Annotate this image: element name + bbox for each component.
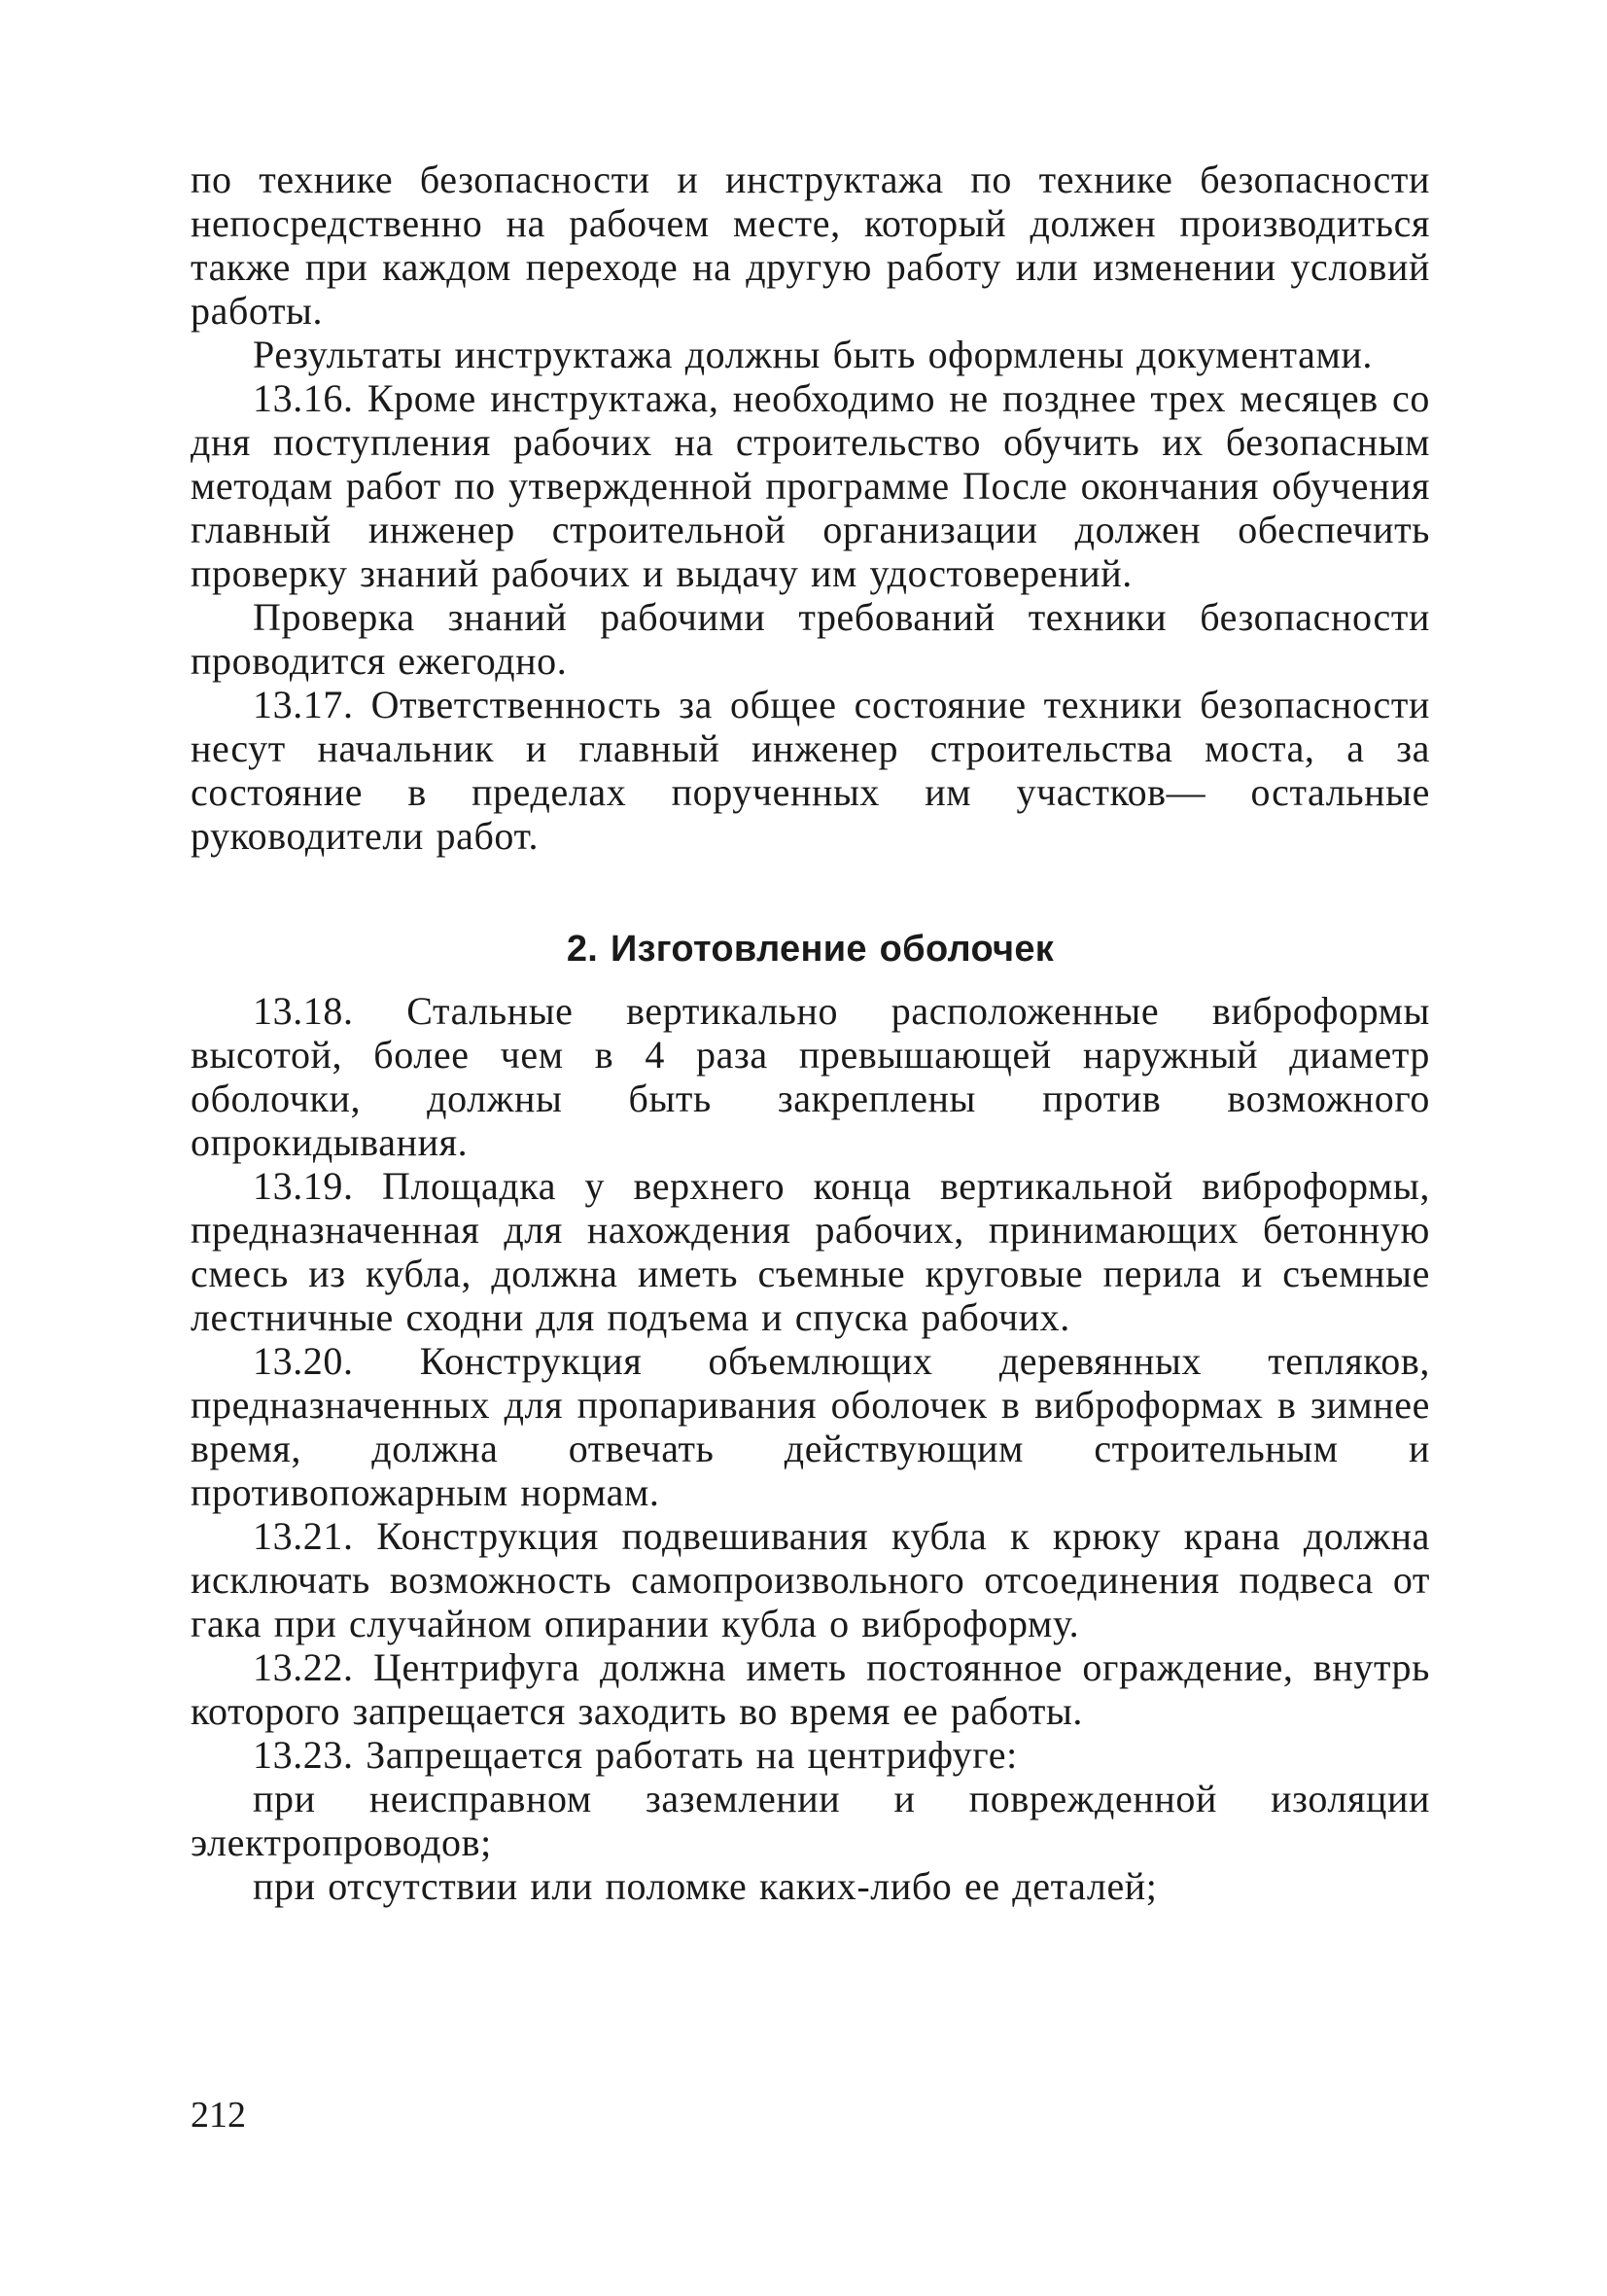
- paragraph-continuation: по технике безопасности и инструктажа по технике безопасности непосредственно на рабочем месте, который должен производиться также при каждом переходе на другую работу или изменении условий работы.: [191, 158, 1430, 333]
- paragraph-13-23: 13.23. Запрещается работать на центрифуге:: [253, 1733, 1018, 1777]
- paragraph-knowledge-check: Проверка знаний рабочими требований техники безопасности проводится ежегодно.: [191, 595, 1430, 683]
- body-text: [191, 158, 1430, 1908]
- paragraph-13-16: 13.16. Кроме инструктажа, необходимо не позднее трех месяцев со дня поступления рабочих на строительство обучить их безопасным методам работ по утвержденной программе После окончания обучения главный инженер строительной организации должен обеспечить проверку знаний рабочих и выдачу им удостоверений.: [191, 376, 1430, 595]
- paragraph-13-18: 13.18. Стальные вертикально расположенные виброформы высотой, более чем в 4 раза превышающей наружный диаметр оболочки, должны быть закреплены против возможного опрокидывания.: [191, 989, 1430, 1164]
- paragraph-instruction-results: Результаты инструктажа должны быть оформлены документами.: [253, 333, 1373, 376]
- paragraph-13-22: 13.22. Центрифуга должна иметь постоянное ограждение, внутрь которого запрещается заходить во время ее работы.: [191, 1645, 1430, 1733]
- list-item-grounding: при неисправном заземлении и поврежденной изоляции электропроводов;: [191, 1777, 1430, 1864]
- section-heading: 2. Изготовление оболочек: [566, 929, 1055, 970]
- paragraph-13-19: 13.19. Площадка у верхнего конца вертикальной виброформы, предназначенная для нахождения рабочих, принимающих бетонную смесь из кубла, должна иметь съемные круговые перила и съемные лестничные сходни для подъема и спуска рабочих.: [191, 1164, 1430, 1339]
- page-number: 212: [191, 2095, 246, 2136]
- list-item-missing-parts: при отсутствии или поломке каких-либо ее деталей;: [253, 1864, 1158, 1908]
- paragraph-13-17: 13.17. Ответственность за общее состояние техники безопасности несут начальник и главный инженер строительства моста, а за состояние в пределах порученных им участков— остальные руководители работ.: [191, 683, 1430, 858]
- paragraph-13-21: 13.21. Конструкция подвешивания кубла к крюку крана должна исключать возможность самопроизвольного отсоединения подвеса от гака при случайном опирании кубла о виброформу.: [191, 1514, 1430, 1645]
- paragraph-13-20: 13.20. Конструкция объемлющих деревянных тепляков, предназначенных для пропаривания оболочек в виброформах в зимнее время, должна отвечать действующим строительным и противопожарным нормам.: [191, 1339, 1430, 1514]
